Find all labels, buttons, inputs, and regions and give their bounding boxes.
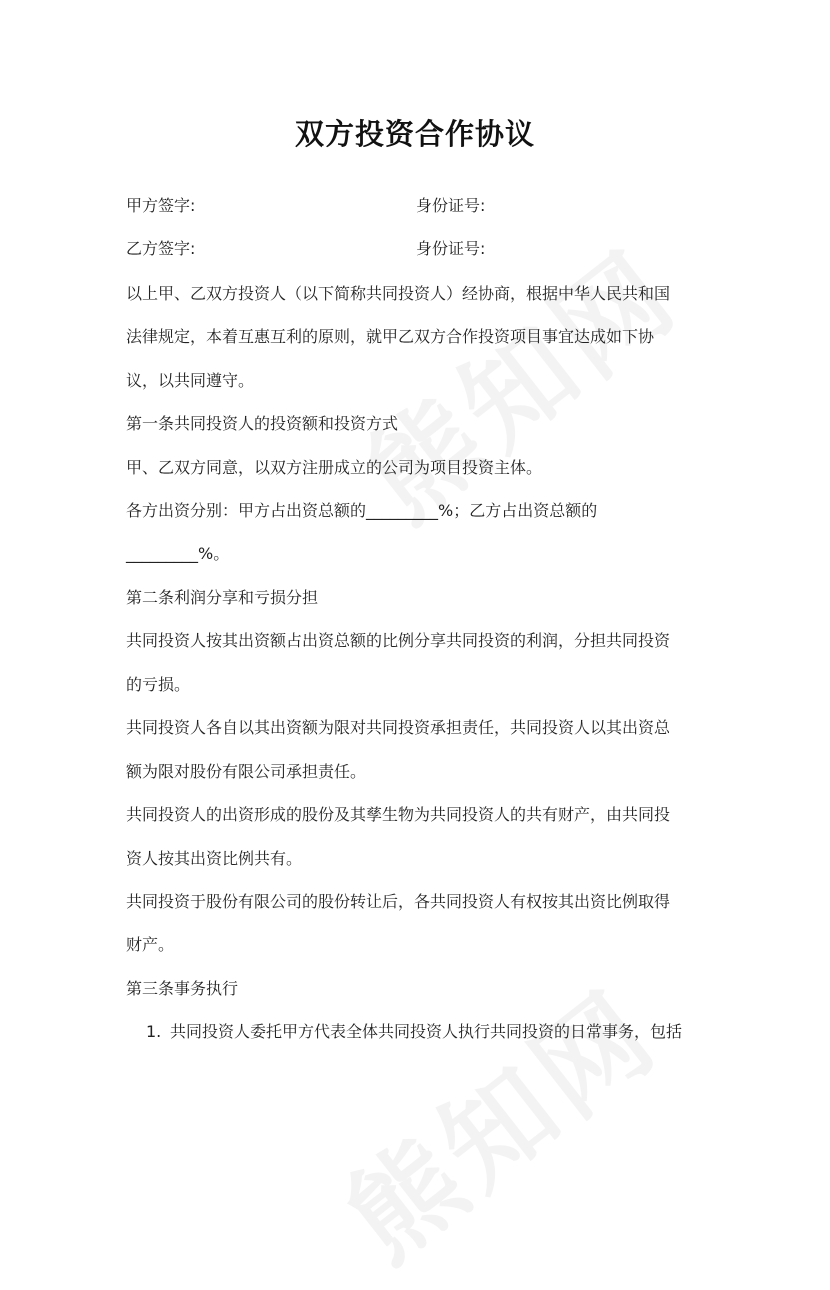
intro-line: 法律规定，本着互惠互利的原则，就甲乙双方合作投资项目事宜达成如下协 (126, 327, 655, 346)
article-2-paragraph: 财产。 (126, 935, 175, 954)
list-item-number: 1. (146, 1022, 162, 1041)
intro-line: 议，以共同遵守。 (126, 371, 255, 390)
article-2-paragraph: 共同投资人各自以其出资额为限对共同投资承担责任，共同投资人以其出资总 (126, 718, 671, 737)
article-2-paragraph: 共同投资人按其出资额占出资总额的比例分享共同投资的利润，分担共同投资 (126, 631, 671, 650)
article-2-paragraph: 共同投资人的出资形成的股份及其孳生物为共同投资人的共有财产，由共同投 (126, 805, 671, 824)
party-a-id-label: 身份证号: (416, 196, 486, 215)
article-2-paragraph: 额为限对股份有限公司承担责任。 (126, 762, 367, 781)
watermark (329, 208, 705, 550)
article-1-heading: 第一条共同投资人的投资额和投资方式 (126, 414, 399, 433)
article-1-paragraph: _________%。 (126, 544, 230, 563)
party-a-signature-label: 甲方签字: (126, 196, 196, 215)
article-1-paragraph: 各方出资分别：甲方占出资总额的_________%；乙方占出资总额的 (126, 501, 598, 520)
document-title: 双方投资合作协议 (294, 117, 535, 151)
article-3-heading: 第三条事务执行 (126, 979, 239, 998)
list-item: 共同投资人委托甲方代表全体共同投资人执行共同投资的日常事务，包括 (170, 1022, 683, 1041)
party-b-signature-label: 乙方签字: (126, 239, 196, 258)
intro-line: 以上甲、乙双方投资人（以下简称共同投资人）经协商，根据中华人民共和国 (126, 284, 671, 303)
article-1-paragraph: 甲、乙双方同意，以双方注册成立的公司为项目投资主体。 (126, 458, 543, 477)
watermark (309, 948, 685, 1290)
party-b-id-label: 身份证号: (416, 239, 486, 258)
article-2-heading: 第二条利润分享和亏损分担 (126, 588, 319, 607)
article-2-paragraph: 资人按其出资比例共有。 (126, 849, 303, 868)
article-2-paragraph: 的亏损。 (126, 675, 191, 694)
article-2-paragraph: 共同投资于股份有限公司的股份转让后，各共同投资人有权按其出资比例取得 (126, 892, 671, 911)
